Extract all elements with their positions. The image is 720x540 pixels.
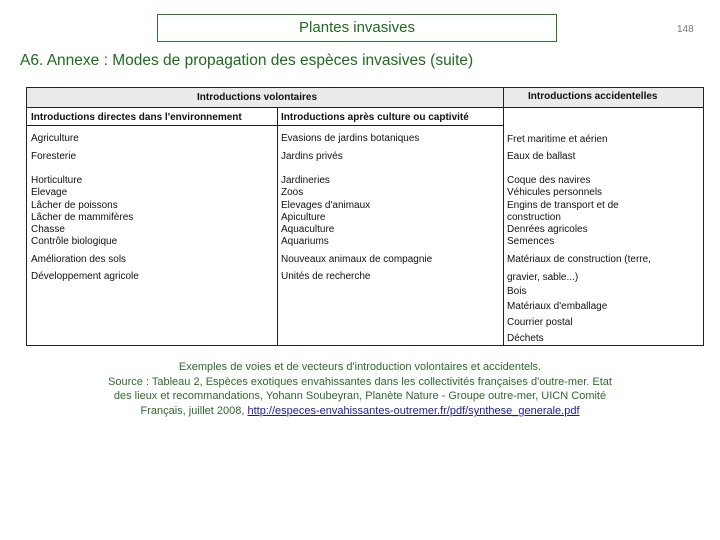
cell: Bois [507, 286, 527, 297]
subheader-after-culture: Introductions après culture ou captivité [281, 112, 469, 123]
source-link[interactable]: http://especes-envahissantes-outremer.fr/pdf/synthese_generale.pdf [247, 405, 580, 418]
cell: Coque des navires Véhicules personnels Engins de transport et de construction Denrées agricoles Semences [507, 175, 619, 248]
cell: Horticulture Elevage Lâcher de poissons Lâcher de mammifères Chasse Contrôle biologique [31, 175, 134, 248]
figure-caption [100, 360, 620, 419]
cell: Nouveaux animaux de compagnie [281, 254, 433, 265]
caption-source: Source : Tableau 2, Espèces exotiques envahissantes dans les collectivités françaises d'outre-mer. Etat des lieux et recommandations, Yohann Soubeyran, Planète Nature - Groupe outre-mer, UICN Comité Français, juillet 2008, [108, 375, 612, 418]
header-accidental: Introductions accidentelles [528, 91, 658, 102]
column-divider [503, 88, 504, 345]
row-divider [27, 125, 503, 126]
section-heading: A6. Annexe : Modes de propagation des espèces invasives (suite) [20, 52, 474, 69]
cell: Matériaux de construction (terre, [507, 254, 651, 265]
cell: Foresterie [31, 151, 77, 162]
column-divider [277, 107, 278, 345]
header-voluntary: Introductions volontaires [197, 92, 318, 103]
page-number: 148 [677, 24, 694, 35]
cell: Jardineries Zoos Elevages d'animaux Apiculture Aquaculture Aquariums [281, 175, 371, 248]
cell: Jardins privés [281, 151, 343, 162]
page-title-box [157, 14, 557, 42]
cell: Unités de recherche [281, 271, 371, 282]
cell: Eaux de ballast [507, 151, 576, 162]
propagation-table [26, 87, 704, 346]
cell: gravier, sable...) [507, 272, 579, 283]
cell: Développement agricole [31, 271, 139, 282]
cell: Fret maritime et aérien [507, 134, 608, 145]
cell: Agriculture [31, 133, 79, 144]
subheader-direct: Introductions directes dans l'environnement [31, 112, 242, 123]
cell: Matériaux d'emballage [507, 301, 608, 312]
cell: Courrier postal [507, 317, 573, 328]
page-title: Plantes invasives [299, 19, 415, 36]
caption-line: Exemples de voies et de vecteurs d'introduction volontaires et accidentels. [178, 361, 542, 373]
cell: Déchets [507, 333, 544, 344]
row-divider [27, 107, 703, 108]
cell: Amélioration des sols [31, 254, 127, 265]
cell: Evasions de jardins botaniques [281, 133, 420, 144]
